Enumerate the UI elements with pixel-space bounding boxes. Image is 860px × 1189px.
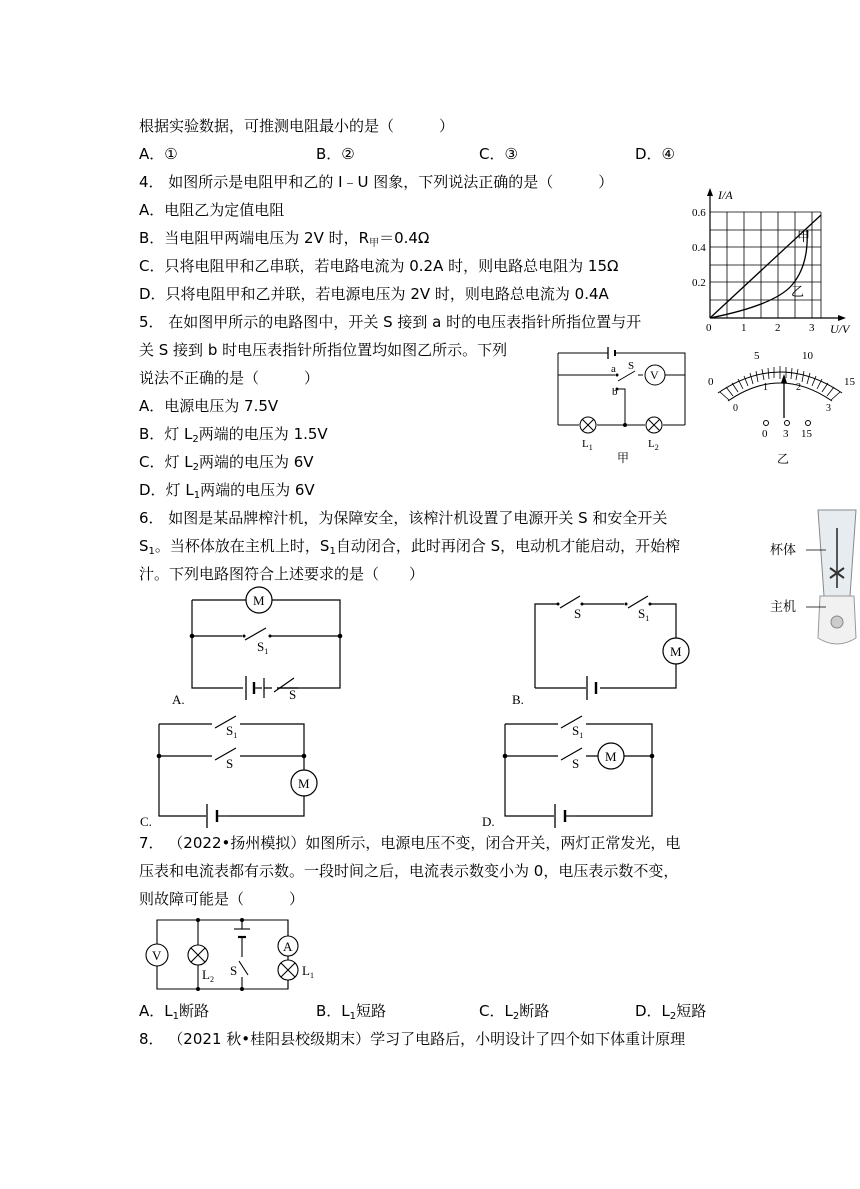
- q5-option-d: D．灯 $L_1$两端的电压为 6V: [139, 481, 315, 501]
- motor-label: M: [298, 776, 310, 791]
- x-tick: 0: [706, 322, 712, 334]
- label-yi: 乙: [791, 284, 805, 299]
- scale-top: 15: [844, 376, 855, 388]
- label-base: 主机: [770, 599, 797, 614]
- switch-s-label: S: [572, 756, 580, 771]
- x-axis-label: U/V: [830, 322, 850, 336]
- voltmeter-label: V: [650, 368, 659, 382]
- switch-s-label: S: [226, 756, 234, 771]
- q7-line2: 压表和电流表都有示数。一段时间之后，电流表示数变小为 0，电压表示数不变，: [139, 862, 679, 880]
- terminal-label: 15: [801, 428, 812, 440]
- motor-label: M: [253, 593, 265, 608]
- q5-line1: 5． 在如图甲所示的电路图中，开关 S 接到 a 时的电压表指针所指位置与开: [139, 313, 642, 331]
- q6-line3: 汁。下列电路图符合上述要求的是（ ）: [139, 565, 425, 583]
- q3-option-a: A．①: [139, 145, 178, 163]
- switch-s-label: S: [289, 687, 297, 702]
- switch-s1-label: $S_1$: [638, 606, 650, 623]
- q7-option-d: D．$L_2$短路: [635, 1002, 707, 1022]
- switch-s-label: S: [574, 606, 582, 621]
- option-label-a: A.: [172, 692, 185, 707]
- scale-bottom: 3: [826, 403, 831, 414]
- scale-bottom: 2: [796, 382, 801, 393]
- q7-line1: 7． （2022•扬州模拟）如图所示，电源电压不变，闭合开关，两灯正常发光，电: [139, 834, 681, 852]
- iu-graph: [690, 185, 855, 335]
- figure-caption-yi: 乙: [777, 452, 790, 466]
- terminal-label: 3: [783, 428, 789, 440]
- q7-option-a: A．$L_1$断路: [139, 1002, 210, 1022]
- lamp-l2-label: $L_2$: [648, 438, 659, 452]
- terminal-label: 0: [762, 428, 768, 440]
- switch-s1-label: $S_1$: [226, 723, 238, 740]
- scale-top: 10: [802, 350, 813, 362]
- scale-zero: 0: [708, 376, 714, 388]
- juicer-image: [770, 508, 860, 653]
- terminal-b: b: [612, 386, 618, 398]
- switch-s-label: S: [230, 963, 238, 978]
- ammeter-label: A: [283, 939, 293, 954]
- q5-option-a: A．电源电压为 7.5V: [139, 397, 279, 415]
- q5-line2: 关 S 接到 b 时电压表指针所指位置均如图乙所示。下列: [139, 341, 508, 359]
- motor-label: M: [605, 749, 617, 764]
- q7-line3: 则故障可能是（ ）: [139, 890, 305, 908]
- voltmeter-dial: [700, 343, 860, 473]
- y-axis-label: I/A: [718, 188, 733, 202]
- scale-bottom: 0: [733, 403, 738, 414]
- circuit-q7: [140, 915, 330, 995]
- circuit-a: [170, 588, 350, 710]
- x-tick: 3: [809, 322, 815, 334]
- q3-option-c: C．③: [479, 145, 518, 163]
- switch-s1-label: $S_1$: [257, 639, 269, 656]
- q4-stem: 4． 如图所示是电阻甲和乙的 I﹣U 图象，下列说法正确的是（ ）: [139, 173, 614, 191]
- q3-option-d: D．④: [635, 145, 675, 163]
- label-jia: 甲: [797, 229, 811, 244]
- q4-option-c: C．只将电阻甲和乙串联，若电路电流为 0.2A 时，则电路总电阻为 15Ω: [139, 257, 619, 275]
- motor-label: M: [670, 644, 682, 659]
- lamp-l2-label: $L_2$: [202, 967, 214, 984]
- x-tick: 2: [775, 322, 781, 334]
- lamp-l1-label: $L_1$: [302, 963, 314, 980]
- y-tick: 0.2: [692, 277, 706, 289]
- q7-option-b: B．$L_1$短路: [316, 1002, 387, 1022]
- q7-option-c: C．$L_2$断路: [479, 1002, 550, 1022]
- option-label-b: B.: [512, 692, 524, 707]
- circuit-d: [478, 708, 663, 828]
- q3-option-b: B．②: [316, 145, 355, 163]
- switch-s1-label: $S_1$: [572, 723, 584, 740]
- scale-top: 5: [754, 350, 760, 362]
- circuit-b: [510, 588, 695, 710]
- q8-line1: 8． （2021 秋•桂阳县校级期末）学习了电路后，小明设计了四个如下体重计原理: [139, 1030, 686, 1048]
- scale-bottom: 1: [763, 382, 768, 393]
- voltmeter-label: V: [152, 948, 162, 963]
- q4-option-d: D．只将电阻甲和乙并联，若电源电压为 2V 时，则电路总电流为 0.4A: [139, 285, 609, 303]
- q6-line1: 6． 如图是某品牌榨汁机，为保障安全，该榨汁机设置了电源开关 S 和安全开关: [139, 509, 668, 527]
- switch-s-label: S: [628, 360, 635, 372]
- y-tick: 0.6: [692, 207, 706, 219]
- lamp-l1-label: $L_1$: [582, 438, 593, 452]
- q4-option-b: B．当电阻甲两端电压为 2V 时，$R_甲=0.4\Omega$: [139, 229, 430, 249]
- figure-caption-jia: 甲: [617, 451, 630, 465]
- y-tick: 0.4: [692, 242, 706, 254]
- circuit-jia: [555, 345, 690, 465]
- q5-option-b: B．灯 $L_2$两端的电压为 1.5V: [139, 425, 328, 445]
- option-label-c: C.: [140, 814, 152, 829]
- q4-option-a: A．电阻乙为定值电阻: [139, 201, 285, 219]
- q5-line3: 说法不正确的是（ ）: [139, 369, 320, 387]
- label-cup: 杯体: [770, 542, 797, 557]
- option-label-d: D.: [482, 814, 495, 829]
- q5-option-c: C．灯 $L_2$两端的电压为 6V: [139, 453, 314, 473]
- x-tick: 1: [741, 322, 747, 334]
- circuit-c: [140, 708, 325, 828]
- q3-stem: 根据实验数据，可推测电阻最小的是（ ）: [139, 117, 455, 135]
- q6-line2: $S_1$。当杯体放在主机上时，$S_1$自动闭合，此时再闭合 S，电动机才能启动，开始榨: [139, 537, 681, 557]
- terminal-a: a: [611, 363, 616, 375]
